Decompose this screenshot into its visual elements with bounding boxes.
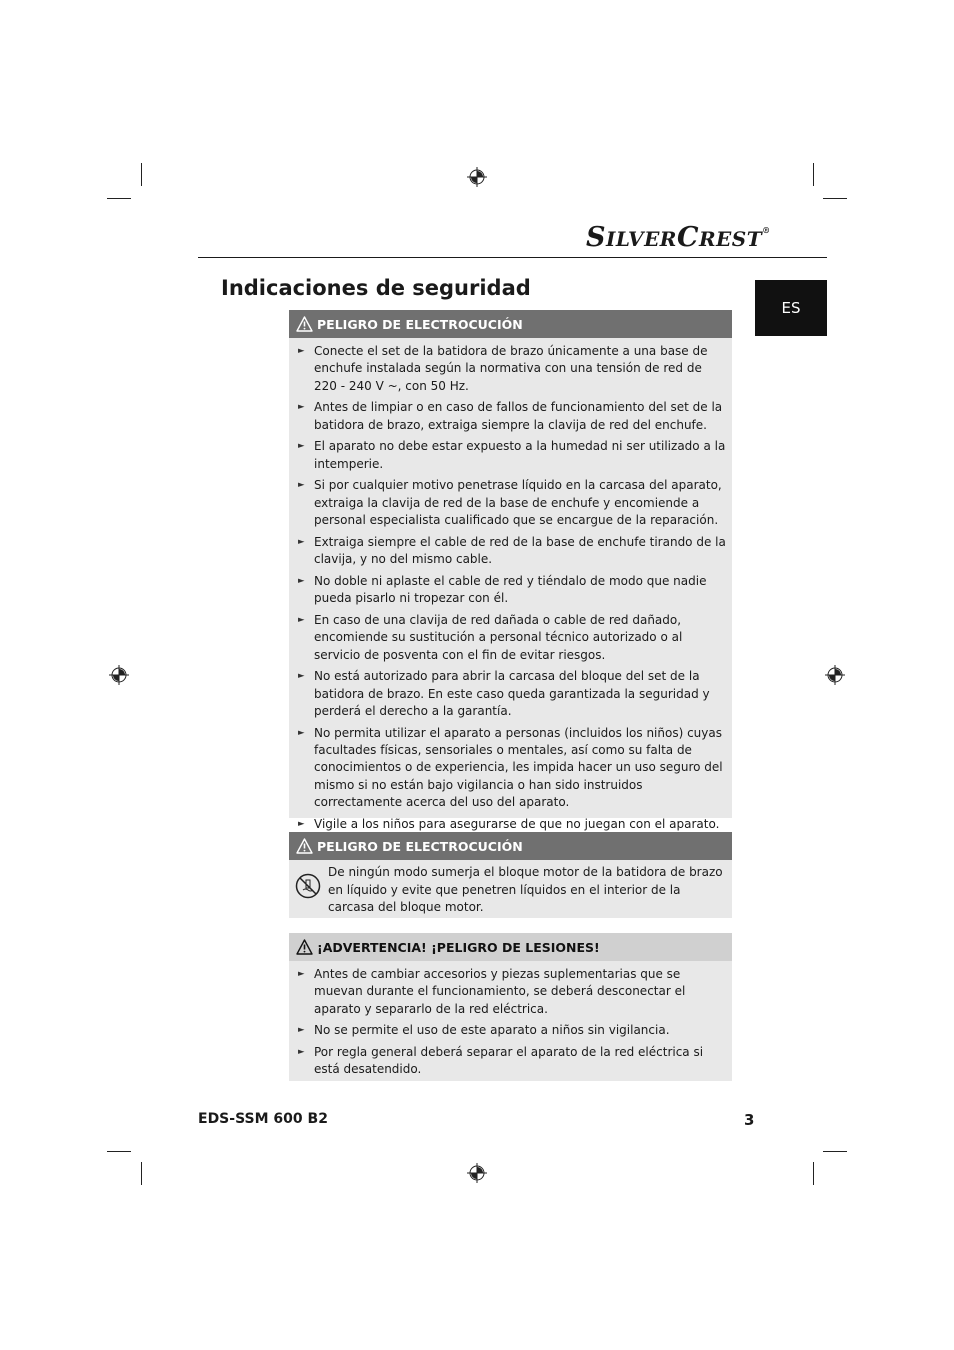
page-title: Indicaciones de seguridad	[221, 276, 531, 300]
list-item: ► Si por cualquier motivo penetrase líquido en la carcasa del aparato, extraiga la clavija de red de la base de enchufe y encomiende a personal especialista cualificado que se encargue de la reparación.	[298, 478, 722, 528]
list-item: ► No permita utilizar el aparato a personas (incluidos los niños) cuyas facultades físicas, sensoriales o mentales, así como su falta de conocimientos o de experiencia, les impida hacer un uso seguro del mismo si no están bajo vigilancia o han sido instruidos correctamente acerca del uso del aparato.	[298, 725, 723, 810]
crop-mark	[823, 198, 847, 199]
warning-box-heading	[289, 832, 732, 860]
list-item: ► Conecte el set de la batidora de brazo únicamente a una base de enchufe instalada según la normativa con una tensión de red de 220 - 240 V ~, con 50 Hz.	[298, 344, 708, 393]
header-rule	[198, 257, 827, 258]
list-item: ► En caso de una clavija de red dañada o cable de red dañado, encomiende su sustitución a personal técnico autorizado o al servicio de posventa con el fin de evitar riesgos.	[298, 612, 683, 662]
page-number: 3	[744, 1111, 755, 1129]
language-tab-label: ES	[781, 299, 801, 317]
crop-mark	[141, 1162, 142, 1185]
warning-box-electrocution	[289, 310, 732, 831]
warning-triangle-icon	[296, 838, 313, 854]
registration-mark-icon	[825, 665, 845, 685]
immersion-warning-row	[289, 860, 732, 920]
warning-triangle-icon	[296, 316, 313, 332]
warning-heading-text: PELIGRO DE ELECTROCUCIÓN	[317, 838, 523, 854]
arrow-bullet-icon: ►	[298, 969, 305, 979]
crop-mark	[813, 1162, 814, 1185]
arrow-bullet-icon: ►	[298, 536, 305, 547]
arrow-bullet-icon: ►	[298, 346, 305, 356]
warning-heading-text: ¡ADVERTENCIA! ¡PELIGRO DE LESIONES!	[317, 939, 600, 955]
arrow-bullet-icon: ►	[298, 727, 305, 738]
crop-mark	[107, 198, 131, 199]
crop-mark	[823, 1151, 847, 1152]
crop-mark	[107, 1151, 131, 1152]
arrow-bullet-icon: ►	[298, 441, 305, 452]
warning-box-immersion	[289, 832, 732, 918]
crop-mark	[813, 163, 814, 186]
footer-model: EDS-SSM 600 B2	[198, 1111, 328, 1127]
language-tab	[755, 280, 827, 336]
list-item: ► No se permite el uso de este aparato a niños sin vigilancia.	[298, 1022, 726, 1039]
crop-mark	[141, 163, 142, 186]
registration-mark-icon	[467, 167, 487, 187]
arrow-bullet-icon: ►	[298, 480, 305, 491]
list-item: ► Antes de cambiar accesorios y piezas suplementarias que se muevan durante el funcionamiento, se deberá desconectar el aparato y separarlo de la red eléctrica.	[298, 967, 686, 1016]
warning-box-injury	[289, 933, 732, 1081]
arrow-bullet-icon: ►	[298, 402, 305, 413]
arrow-bullet-icon: ►	[298, 575, 305, 586]
warning-heading-text: PELIGRO DE ELECTROCUCIÓN	[317, 316, 523, 332]
list-item: ► No doble ni aplaste el cable de red y tiéndalo de modo que nadie pueda pisarlo ni tropezar con él.	[298, 573, 707, 606]
no-immersion-icon	[295, 873, 321, 899]
arrow-bullet-icon: ►	[298, 1047, 305, 1057]
warning-box-heading	[289, 933, 732, 961]
arrow-bullet-icon: ►	[298, 614, 305, 625]
list-item: ► No está autorizado para abrir la carcasa del bloque del set de la batidora de brazo. En este caso queda garantizada la seguridad y perderá el derecho a la garantía.	[298, 669, 710, 719]
list-item: ► Vigile a los niños para asegurarse de que no juegan con el aparato.	[298, 816, 726, 833]
safety-list	[289, 338, 732, 839]
registration-mark-icon	[109, 665, 129, 685]
warning-triangle-icon	[296, 939, 313, 955]
registration-mark-icon	[467, 1163, 487, 1183]
list-item: ► Por regla general deberá separar el aparato de la red eléctrica si está desatendido.	[298, 1045, 704, 1077]
list-item: ► Extraiga siempre el cable de red de la base de enchufe tirando de la clavija, y no del mismo cable.	[298, 534, 726, 567]
safety-list	[289, 961, 732, 1085]
arrow-bullet-icon: ►	[298, 818, 305, 829]
brand-logo: SILVERCREST®	[586, 222, 771, 253]
warning-box-heading	[289, 310, 732, 338]
list-item: ► El aparato no debe estar expuesto a la humedad ni ser utilizado a la intemperie.	[298, 439, 726, 471]
arrow-bullet-icon: ►	[298, 1025, 305, 1036]
immersion-warning-text: De ningún modo sumerja el bloque motor de la batidora de brazo en líquido y evite que penetren líquidos en el interior de la carcasa del bloque motor.	[328, 865, 723, 915]
list-item: ► Antes de limpiar o en caso de fallos de funcionamiento del set de la batidora de brazo, extraiga siempre la clavija de red del enchufe.	[298, 400, 723, 432]
arrow-bullet-icon: ►	[298, 671, 305, 682]
